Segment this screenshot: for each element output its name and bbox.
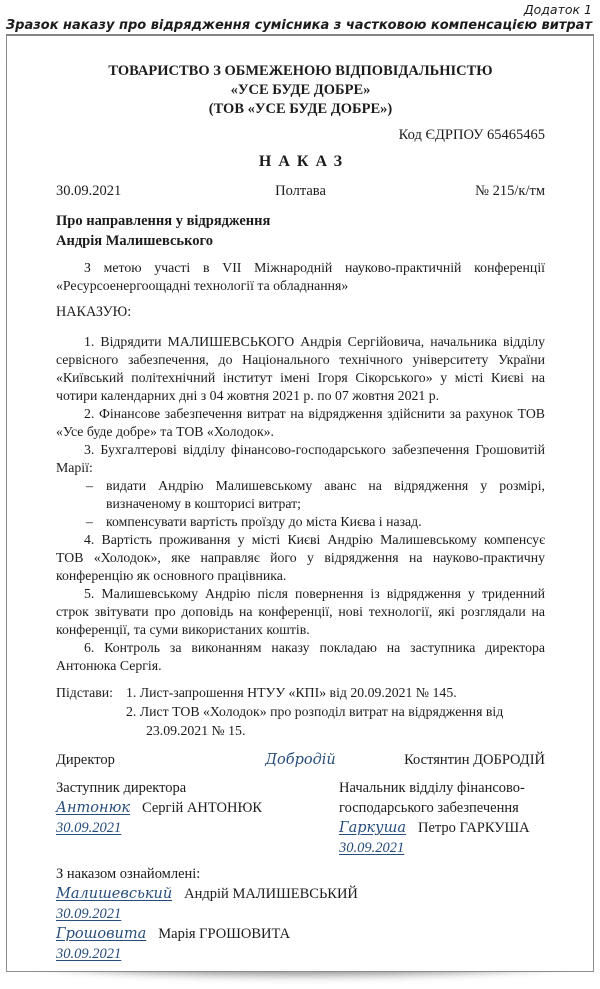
bases-label: Підстави:	[56, 685, 113, 700]
accountant-signature: Грошовита	[56, 926, 147, 942]
acknowledgement-signature-line	[56, 884, 545, 904]
director-signature: Добродій	[265, 752, 336, 768]
deputy-signature: Антонюк	[56, 800, 130, 816]
order-subject-line1: Про направлення у відрядження	[56, 213, 271, 229]
employee-name: Андрій МАЛИШЕВСЬКИЙ	[184, 886, 358, 902]
order-number: № 215/к/тм	[475, 183, 545, 199]
order-paragraph-1: 1. Відрядити МАЛИШЕВСЬКОГО Андрія Сергійовича, начальника відділу сервісного забезпечення, до Національного технічного університету України «Київський політехнічний інститут імені Ігоря Сікорського» у місті Києві на чотири календарних дні з 04 жовтня 2021 р. по 07 жовтня 2021 р.	[56, 334, 545, 403]
order-paragraph-6: 6. Контроль за виконанням наказу покладаю на заступника директора Антонюка Сергія.	[56, 640, 545, 673]
order-paragraph-5: 5. Малишевському Андрію після повернення із відрядження у триденний строк звітувати про доповідь на конференції, нові технології, які розглядали на конференції, та суми використаних коштів.	[56, 586, 545, 637]
finance-head-name: Петро ГАРКУША	[417, 820, 530, 836]
order-title: НАКАЗ	[258, 153, 350, 170]
order-subject-line2: Андрія Малишевського	[56, 233, 213, 249]
order-bullet-2: – компенсувати вартість проїзду до міста Києва і назад.	[56, 513, 545, 531]
company-name-line2: «УСЕ БУДЕ ДОБРЕ»	[230, 82, 371, 98]
deputy-name: Сергій АНТОНЮК	[142, 800, 263, 816]
document-page	[6, 34, 594, 972]
finance-head-signature-block	[339, 778, 545, 858]
order-city: Полтава	[275, 183, 326, 199]
appendix-label: Додаток 1	[523, 2, 592, 17]
director-name: Костянтин ДОБРОДІЙ	[404, 752, 545, 768]
command-word: НАКАЗУЮ:	[56, 304, 132, 320]
acknowledgement-block	[56, 864, 545, 964]
signatures-grid	[56, 778, 545, 858]
finance-head-sign-date: 30.09.2021	[339, 840, 405, 856]
order-subject	[56, 211, 545, 251]
company-name-line1: ТОВАРИСТВО З ОБМЕЖЕНОЮ ВІДПОВІДАЛЬНІСТЮ	[108, 63, 493, 79]
order-paragraph-4: 4. Вартість проживання у місті Києві Андрію Малишевському компенсує ТОВ «Холодок», яке направляє його у відрядження на науково-практичну конференцію як основного працівника.	[56, 532, 545, 583]
director-signature-row	[56, 750, 545, 770]
order-paragraphs	[56, 333, 545, 675]
base-item-1: 1. Лист-запрошення НТУУ «КПІ» від 20.09.2021 № 145.	[126, 685, 457, 700]
order-motive: З метою участі в VII Міжнародній науково-практичній конференції «Ресурсоенергоощадні технології та обладнання»	[56, 260, 545, 293]
accountant-sign-date: 30.09.2021	[56, 946, 122, 962]
finance-head-title-line1: Начальник відділу фінансово-	[339, 780, 525, 796]
order-meta-row	[56, 182, 545, 201]
director-title: Директор	[56, 752, 115, 768]
deputy-sign-date: 30.09.2021	[56, 820, 122, 836]
company-name-line3: (ТОВ «УСЕ БУДЕ ДОБРЕ»)	[208, 101, 393, 117]
bases-block	[56, 683, 545, 740]
company-header	[56, 62, 545, 119]
accountant-name: Марія ГРОШОВИТА	[158, 926, 291, 942]
sample-title: Зразок наказу про відрядження сумісника з частковою компенсацією витрат	[5, 18, 592, 33]
finance-head-title-line2: господарського забезпечення	[339, 800, 519, 816]
finance-head-signature-line	[339, 818, 545, 838]
order-date: 30.09.2021	[56, 183, 122, 199]
edrpou-code: Код ЄДРПОУ 65465465	[398, 127, 545, 143]
deputy-signature-line	[56, 798, 339, 818]
employee-signature: Малишевський	[56, 886, 173, 902]
order-paragraph-2: 2. Фінансове забезпечення витрат на відрядження здійснити за рахунок ТОВ «Усе буде добре» та ТОВ «Холодок».	[56, 406, 545, 439]
deputy-signature-block	[56, 778, 339, 858]
accountant-signature-line	[56, 924, 545, 944]
order-bullet-1: – видати Андрію Малишевському аванс на відрядження у розмірі, визначеному в кошторисі витрат;	[56, 477, 545, 513]
order-paragraph-3: 3. Бухгалтерові відділу фінансово-господарського забезпечення Грошовитій Марії:	[56, 442, 545, 475]
finance-head-signature: Гаркуша	[339, 820, 406, 836]
deputy-title: Заступник директора	[56, 780, 187, 796]
page-annotation	[6, 2, 592, 34]
base-item-2: 2. Лист ТОВ «Холодок» про розподіл витрат на відрядження від 23.09.2021 № 15.	[126, 704, 504, 738]
acknowledgement-label: З наказом ознайомлені:	[56, 866, 201, 882]
employee-sign-date: 30.09.2021	[56, 906, 122, 922]
